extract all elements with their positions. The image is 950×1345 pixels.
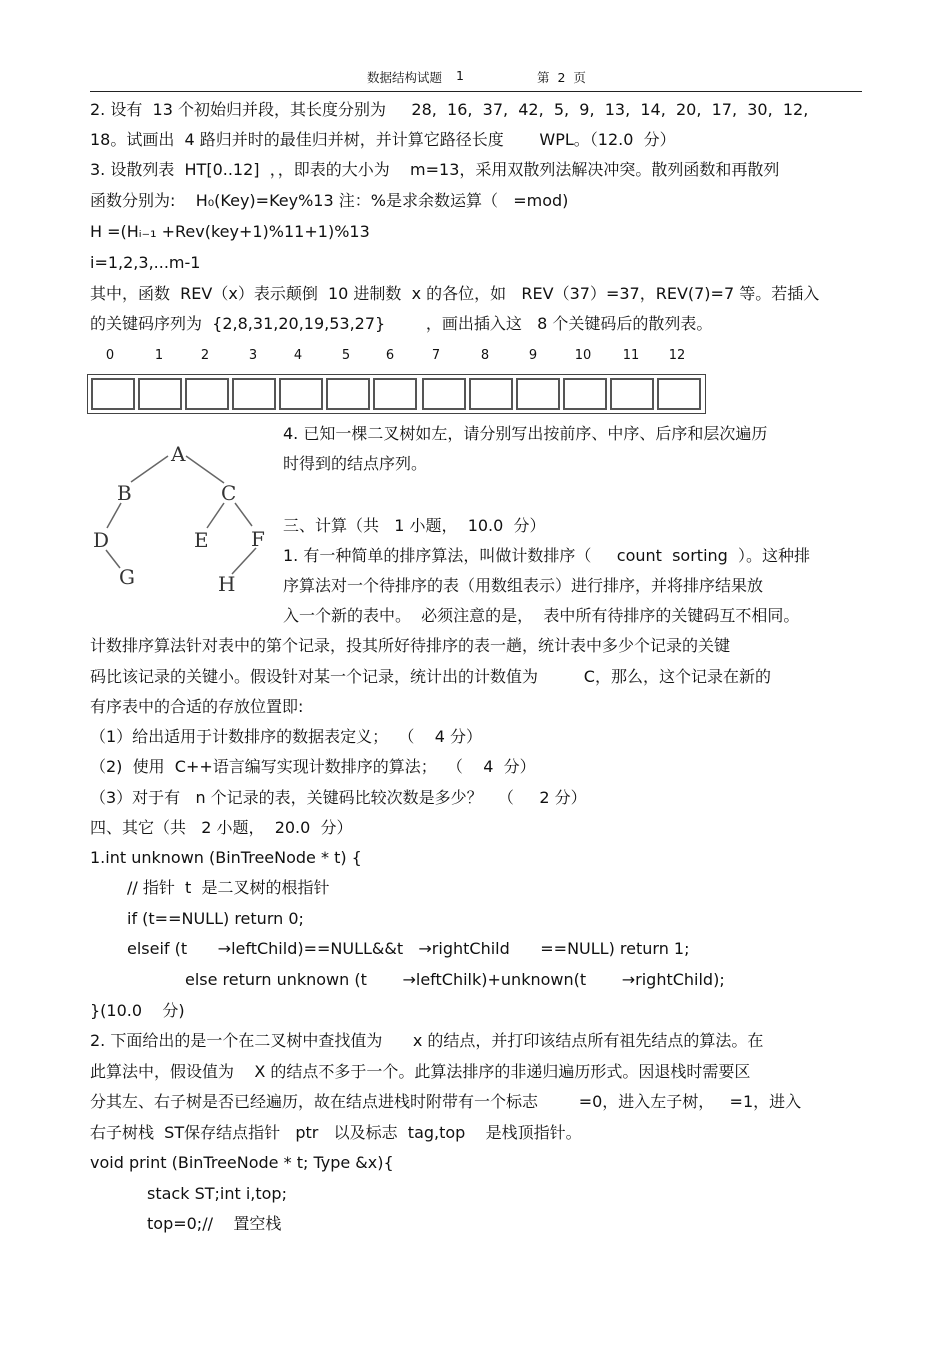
code-1-line-4: elseif (t →leftChild)==NULL&&t →rightChild ==NULL) return 1; <box>127 939 690 958</box>
hash-cell <box>232 378 276 410</box>
tree-node-c: C <box>221 481 237 505</box>
hash-index-7: 7 <box>431 348 441 363</box>
tree-node-d: D <box>93 528 110 552</box>
hash-cell <box>326 378 370 410</box>
hash-cell <box>657 378 701 410</box>
section-3-title: 三、计算（共 1 小题， 10.0 分） <box>283 516 546 535</box>
hash-cell <box>516 378 560 410</box>
hash-cell <box>563 378 607 410</box>
hash-index-4: 4 <box>293 348 303 363</box>
code-1-line-3: if (t==NULL) return 0; <box>127 909 304 928</box>
code-2-line-1: void print (BinTreeNode * t; Type &x){ <box>90 1153 394 1172</box>
code-2-line-2: stack ST;int i,top; <box>147 1184 287 1203</box>
q-other-2-line-4: 右子树栈 ST保存结点指针 ptr 以及标志 tag,top 是栈顶指针。 <box>90 1123 582 1142</box>
hash-cell <box>422 378 466 410</box>
hash-cell <box>279 378 323 410</box>
calc-item-3: （3）对于有 n 个记录的表，关键码比较次数是多少？ （ 2 分） <box>90 788 587 807</box>
q-other-2-line-2: 此算法中，假设值为 X 的结点不多于一个。此算法排序的非递归遍历形式。因退栈时需要区 <box>90 1062 751 1081</box>
tree-edge <box>232 548 256 574</box>
hash-index-3: 3 <box>248 348 258 363</box>
q3-line-6: 的关键码序列为 {2,8,31,20,19,53,27} ，画出插入这 8 个关键码后的散列表。 <box>90 314 713 333</box>
section-4-title: 四、其它（共 2 小题， 20.0 分） <box>90 818 353 837</box>
hash-cell <box>138 378 182 410</box>
hash-cell <box>469 378 513 410</box>
calc-line-1: 1. 有一种简单的排序算法，叫做计数排序（ count sorting ）。这种排 <box>283 546 810 565</box>
calc-item-2: （2) 使用 C++语言编写实现计数排序的算法； （ 4 分） <box>90 757 536 776</box>
hash-cell <box>185 378 229 410</box>
header-number: 1 <box>456 68 464 83</box>
code-1-line-6: }(10.0 分) <box>90 1001 185 1020</box>
tree-node-e: E <box>194 528 209 552</box>
tree-node-b: B <box>117 481 132 505</box>
hash-index-12: 12 <box>668 348 686 363</box>
tree-edge <box>106 550 120 568</box>
hash-cell <box>373 378 417 410</box>
header-rule <box>90 91 862 92</box>
code-2-line-3: top=0;// 置空栈 <box>147 1214 282 1233</box>
hash-table <box>87 374 706 414</box>
hash-index-5: 5 <box>341 348 351 363</box>
q3-line-4: i=1,2,3,...m-1 <box>90 253 201 272</box>
tree-edge <box>207 503 224 528</box>
tree-node-f: F <box>251 527 265 551</box>
hash-index-6: 6 <box>385 348 395 363</box>
header-page: 第 2 页 <box>537 70 586 85</box>
binary-tree-figure <box>80 436 280 606</box>
q4-line-1: 4. 已知一棵二叉树如左，请分别写出按前序、中序、后序和层次遍历 <box>283 424 768 443</box>
calc-line-5: 码比该记录的关键小。假设针对某一个记录，统计出的计数值为 C，那么，这个记录在新的 <box>90 667 771 686</box>
tree-edge <box>186 456 224 483</box>
calc-line-6: 有序表中的合适的存放位置即: <box>90 697 304 716</box>
calc-line-3: 入一个新的表中。 必须注意的是， 表中所有待排序的关键码互不相同。 <box>283 606 800 625</box>
hash-index-9: 9 <box>528 348 538 363</box>
hash-cell <box>610 378 654 410</box>
q2-line-2: 18。试画出 4 路归并时的最佳归并树，并计算它路径长度 WPL。（12.0 分） <box>90 130 676 149</box>
code-1-line-2: // 指针 t 是二叉树的根指针 <box>127 878 330 897</box>
hash-index-8: 8 <box>480 348 490 363</box>
hash-index-11: 11 <box>622 348 640 363</box>
header-course: 数据结构试题 <box>367 70 443 85</box>
calc-line-2: 序算法对一个待排序的表（用数组表示）进行排序，并将排序结果放 <box>283 576 764 595</box>
tree-node-h: H <box>218 572 236 596</box>
q4-line-2: 时得到的结点序列。 <box>283 454 428 473</box>
code-1-line-1: 1.int unknown (BinTreeNode * t) { <box>90 848 362 867</box>
hash-index-1: 1 <box>154 348 164 363</box>
calc-line-4: 计数排序算法针对表中的第个记录，投其所好待排序的表一趟，统计表中多少个记录的关键 <box>90 636 731 655</box>
q-other-2-line-1: 2. 下面给出的是一个在二叉树中查找值为 x 的结点，并打印该结点所有祖先结点的算法。在 <box>90 1031 764 1050</box>
q3-line-5: 其中，函数 REV（x）表示颠倒 10 进制数 x 的各位，如 REV（37）=37，REV(7)=7 等。若插入 <box>90 284 820 303</box>
hash-index-0: 0 <box>105 348 115 363</box>
q-other-2-line-3: 分其左、右子树是否已经遍历，故在结点进栈时附带有一个标志 =0，进入左子树， =1，进入 <box>90 1092 802 1111</box>
tree-node-a: A <box>171 442 186 466</box>
hash-index-10: 10 <box>574 348 592 363</box>
tree-edge <box>131 456 168 482</box>
q3-line-2: 函数分别为: H₀(Key)=Key%13 注：%是求余数运算（ =mod) <box>90 191 569 210</box>
q3-line-1: 3. 设散列表 HT[0..12] ，，即表的大小为 m=13，采用双散列法解决冲突。散列函数和再散列 <box>90 160 780 179</box>
calc-item-1: （1）给出适用于计数排序的数据表定义； （ 4 分） <box>90 727 482 746</box>
hash-cell <box>91 378 135 410</box>
q2-line-1: 2. 设有 13 个初始归并段，其长度分别为 28, 16, 37, 42, 5, 9, 13, 14, 20, 17, 30, 12, <box>90 100 809 119</box>
hash-index-2: 2 <box>200 348 210 363</box>
tree-node-g: G <box>119 565 135 589</box>
tree-edge <box>235 503 252 526</box>
tree-edge <box>107 503 121 528</box>
q3-line-3: H =(Hᵢ₋₁ +Rev(key+1)%11+1)%13 <box>90 222 370 241</box>
code-1-line-5: else return unknown (t →leftChilk)+unknown(t →rightChild); <box>185 970 725 989</box>
